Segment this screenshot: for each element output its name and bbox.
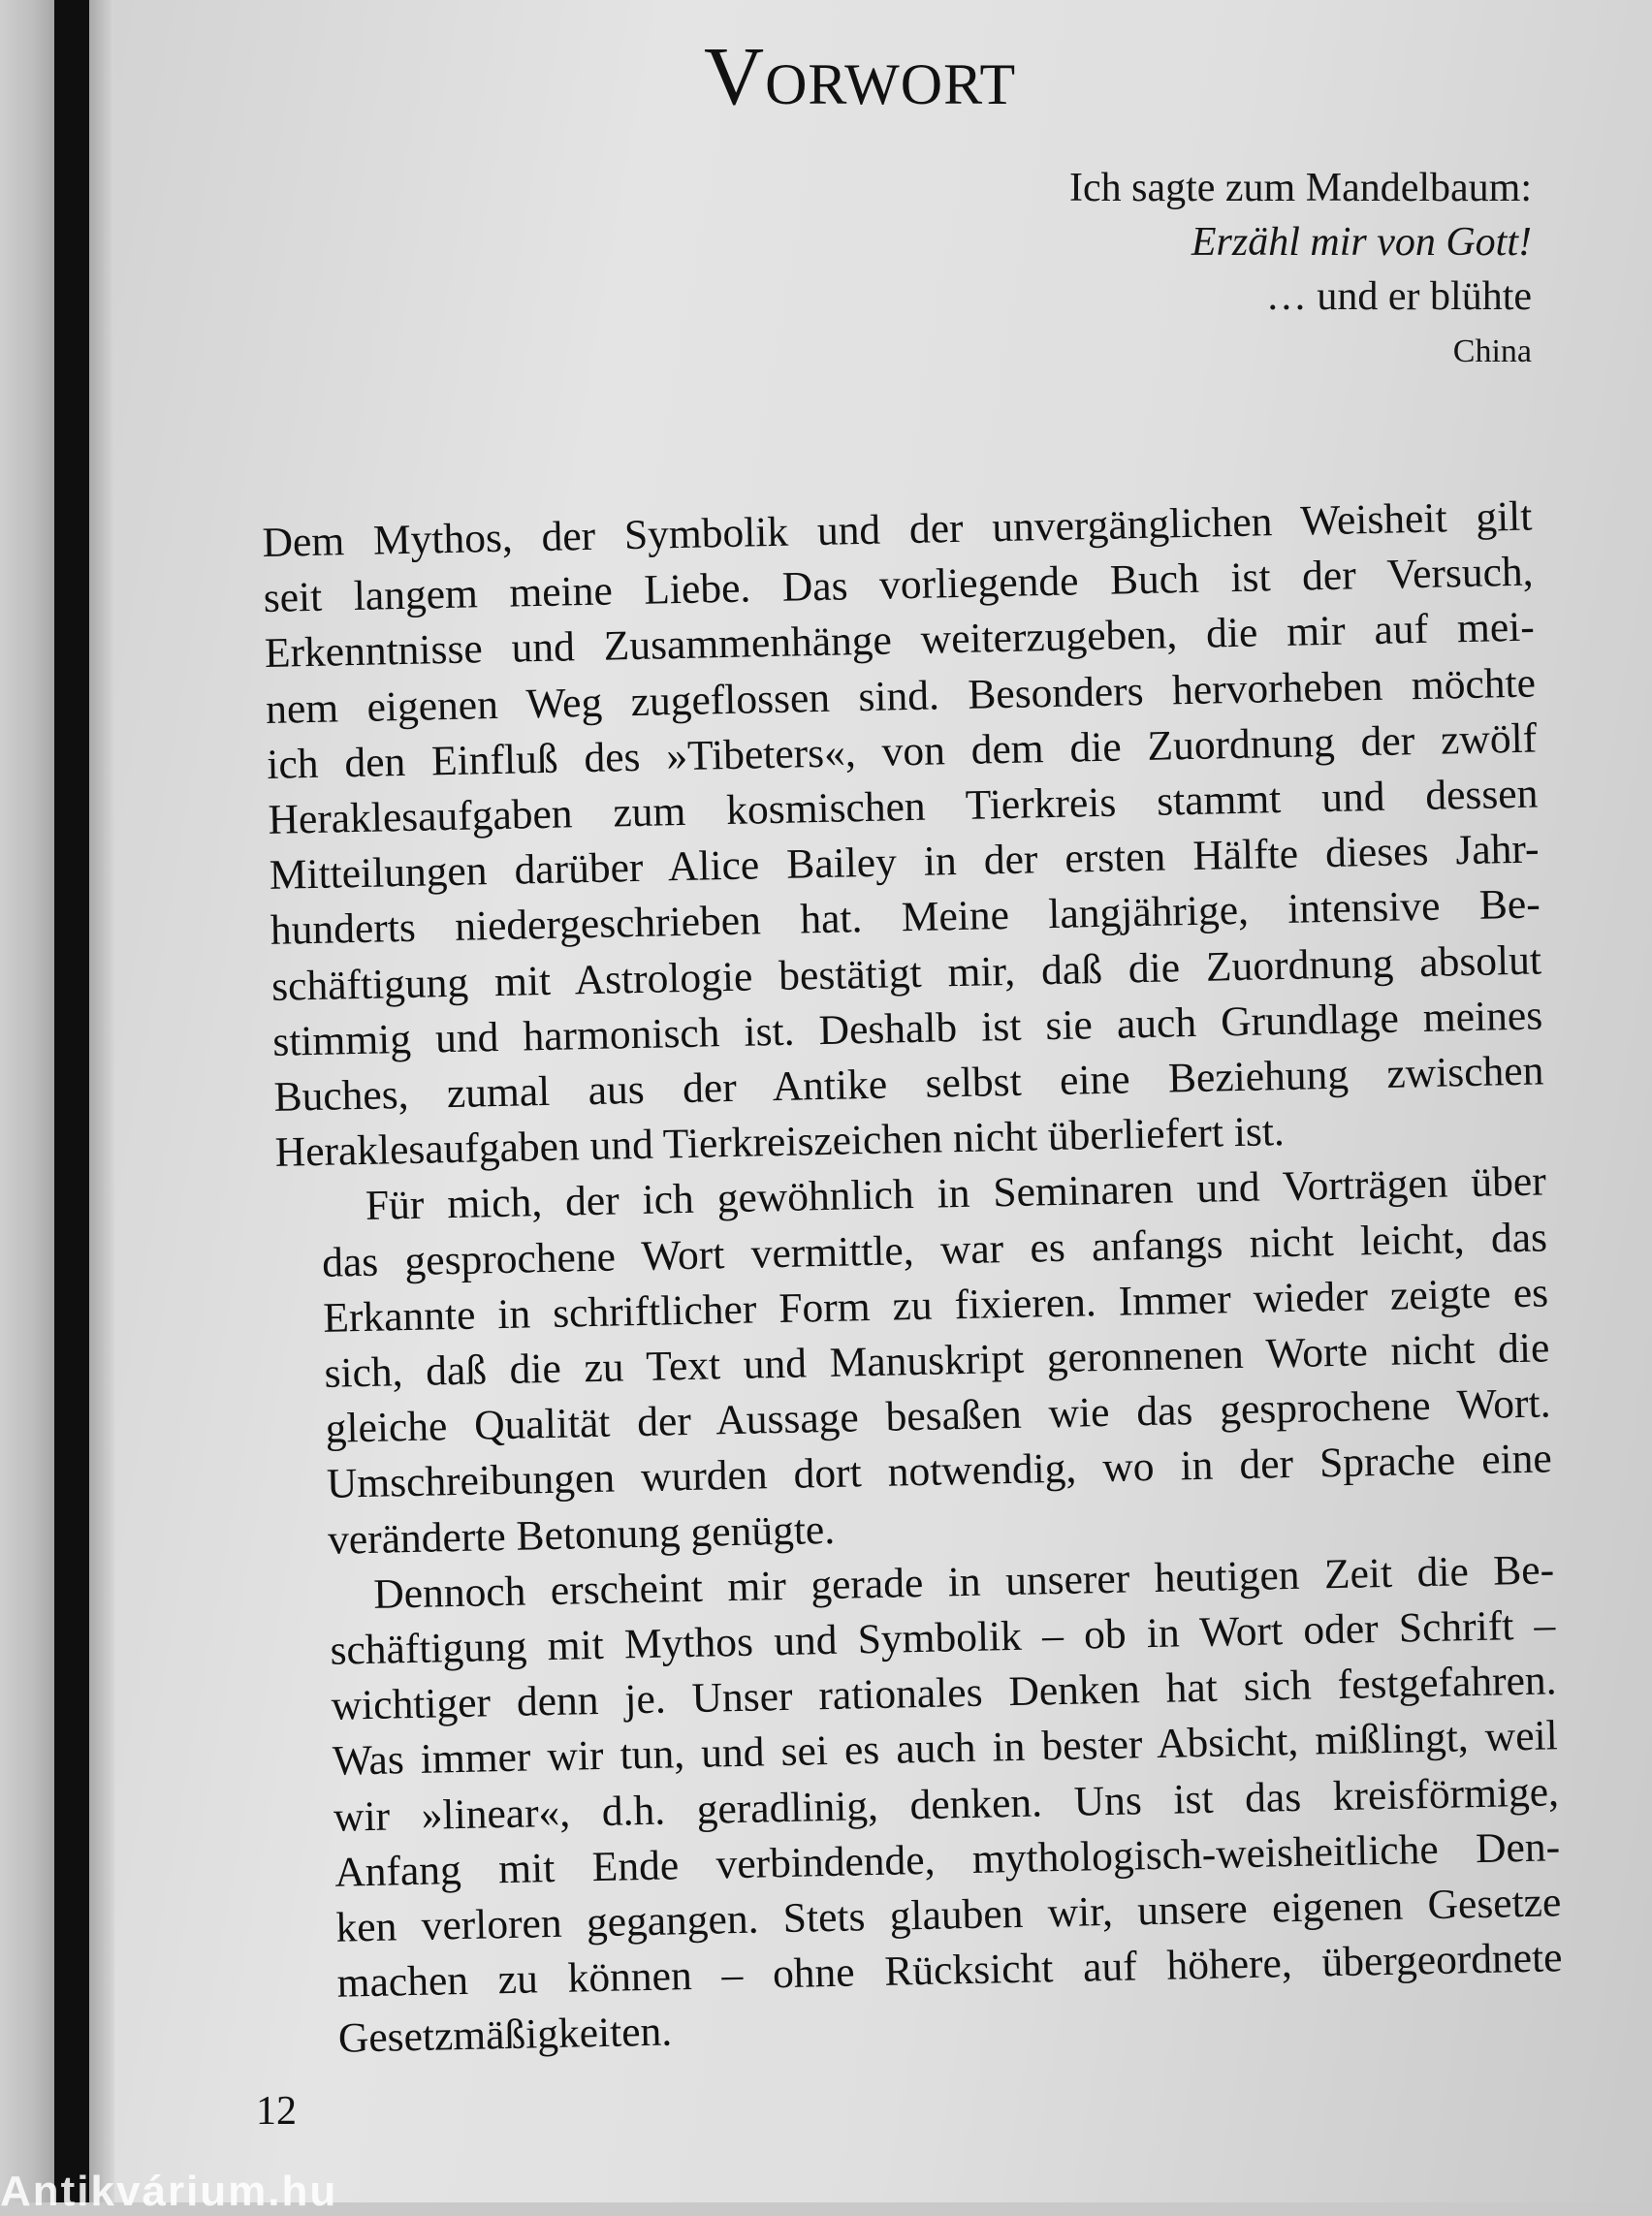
- epigraph: [756, 161, 1532, 376]
- book-spine: [54, 0, 89, 2202]
- text-line: ich den Einfluß des »Tibeters«, von dem die Zuordnung der zwölf: [266, 714, 1538, 788]
- page-number: 12: [256, 2089, 297, 2134]
- text-line: Umschreibungen wurden dort notwendig, wo in der Sprache eine: [326, 1435, 1553, 1508]
- text-line: stimmig und harmonisch ist. Deshalb ist sie auch Grundlage meines: [271, 992, 1543, 1065]
- text-line: Anfang mit Ende verbindende, mythologisch-weisheitliche Den-: [334, 1823, 1561, 1896]
- text-line: Buches, zumal aus der Antike selbst eine Beziehung zwischen: [273, 1047, 1544, 1121]
- epigraph-line-2: Erzähl mir von Gott!: [1191, 220, 1532, 265]
- text-line: Mitteilungen darüber Alice Bailey in der ersten Hälfte dieses Jahr-: [269, 825, 1540, 900]
- text-line: seit langem meine Liebe. Das vorliegende Buch ist der Versuch,: [263, 548, 1534, 622]
- text-line: machen zu können – ohne Rücksicht auf höhere, übergeordnete: [336, 1934, 1563, 2007]
- text-line: das gesprochene Wort vermittle, war es anfangs nicht leicht, das: [321, 1214, 1548, 1286]
- page-gutter-shadow: [89, 0, 114, 2202]
- text-line: wichtiger denn je. Unser rationales Denken hat sich festgefahren.: [331, 1657, 1557, 1730]
- background-surface: [0, 0, 60, 2202]
- text-line: Dennoch erscheint mir gerade in unserer heutigen Zeit die Be-: [372, 1546, 1555, 1618]
- text-line: Dem Mythos, der Symbolik und der unvergänglichen Weisheit gilt: [262, 492, 1533, 566]
- text-line: hunderts niedergeschrieben hat. Meine langjährige, intensive Be-: [270, 880, 1541, 955]
- text-line: Heraklesaufgaben zum kosmischen Tierkreis stammt und dessen: [268, 770, 1539, 843]
- text-line: sich, daß die zu Text und Manuskript geronnenen Worte nicht die: [324, 1324, 1550, 1397]
- epigraph-line-1: Ich sagte zum Mandelbaum:: [1068, 166, 1532, 210]
- text-line: gleiche Qualität der Aussage besaßen wie das gesprochene Wort.: [325, 1379, 1551, 1453]
- text-line: Was immer wir tun, und sei es auch in bester Absicht, mißlingt, weil: [332, 1712, 1559, 1786]
- text-line: Erkannte in schriftlicher Form zu fixieren. Immer wieder zeigte es: [322, 1269, 1549, 1342]
- epigraph-line-3: … und er blühte: [1265, 274, 1532, 319]
- text-line: schäftigung mit Mythos und Symbolik – ob in Wort oder Schrift –: [330, 1601, 1556, 1674]
- epigraph-source: China: [1452, 333, 1532, 369]
- chapter-heading: Vorwort: [704, 29, 1017, 122]
- text-line: nem eigenen Weg zugeflossen sind. Besonders hervorheben möchte: [265, 659, 1537, 733]
- body-text: [262, 490, 1564, 2069]
- text-line: Gesetzmäßigkeiten.: [337, 2008, 673, 2063]
- paragraph-3: [284, 1542, 1564, 2068]
- text-line: wir »linear«, d.h. geradlinig, denken. Uns ist das kreisförmige,: [333, 1767, 1560, 1841]
- paragraph-2: [275, 1155, 1553, 1569]
- text-line: Erkenntnisse und Zusammenhänge weiterzugeben, die mir auf mei-: [264, 603, 1536, 678]
- text-line: schäftigung mit Astrologie bestätigt mir, daß die Zuordnung absolut: [270, 936, 1542, 1010]
- watermark: Antikvárium.hu: [0, 2168, 338, 2215]
- text-line: Für mich, der ich gewöhnlich in Seminaren und Vorträgen über: [365, 1157, 1547, 1230]
- text-line: veränderte Betonung genügte.: [327, 1505, 836, 1564]
- text-line: Heraklesaufgaben und Tierkreiszeichen nicht überliefert ist.: [274, 1108, 1286, 1177]
- paragraph-1: [262, 490, 1545, 1182]
- text-line: ken verloren gegangen. Stets glauben wir, unsere eigenen Gesetze: [335, 1879, 1562, 1951]
